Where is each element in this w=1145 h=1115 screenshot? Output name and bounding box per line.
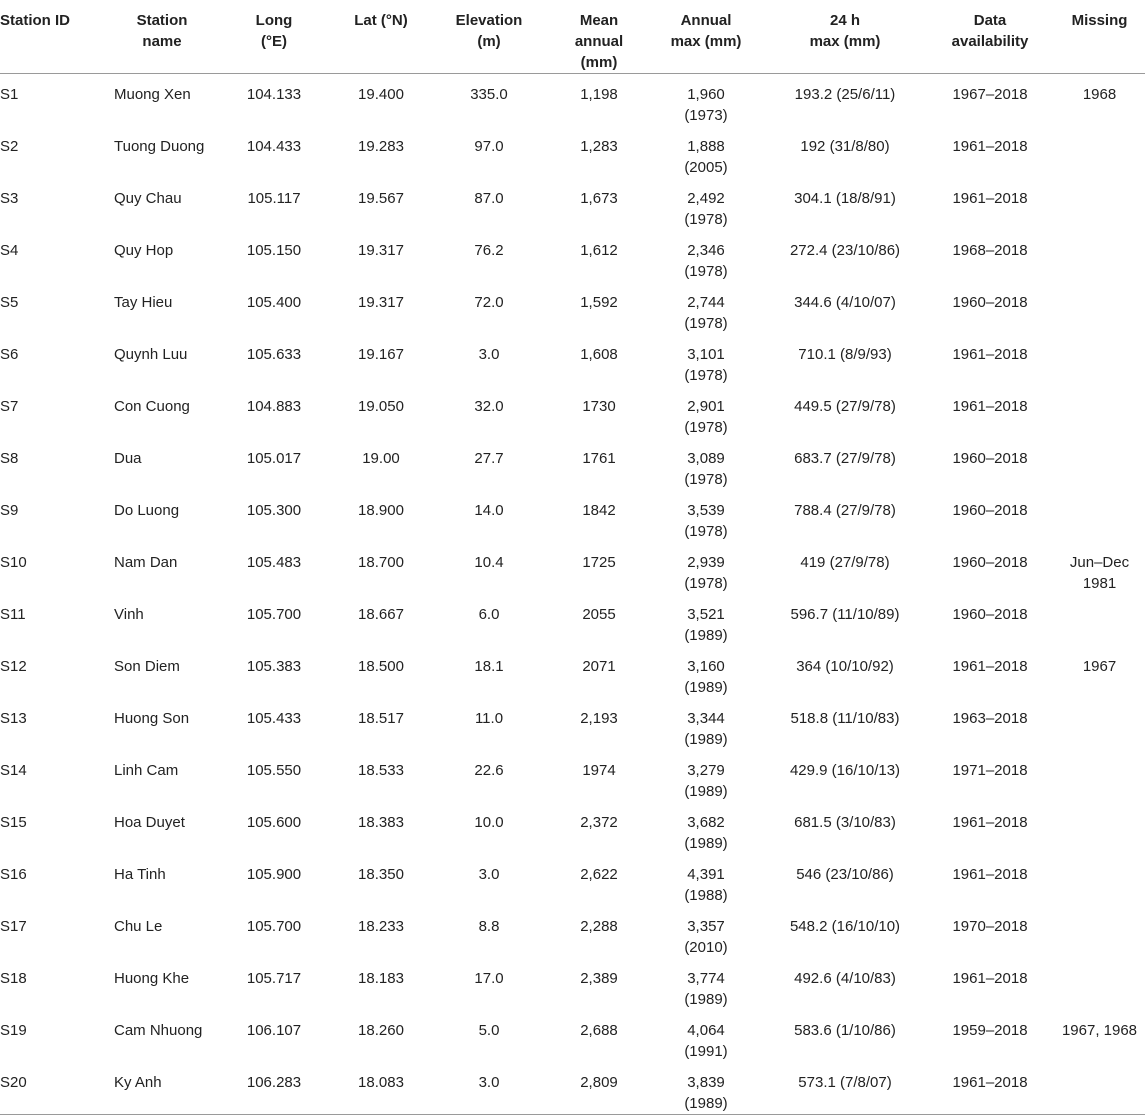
table-row	[0, 542, 1145, 594]
cell-annual-max	[648, 490, 764, 542]
cell-station-name: Vinh	[114, 606, 144, 623]
cell-24h-max: 192 (31/8/80)	[800, 138, 890, 155]
header-lat: Lat (°N)	[354, 12, 408, 29]
cell-station-name: Dua	[114, 450, 142, 467]
cell-24h-max: 518.8 (11/10/83)	[790, 710, 900, 727]
header-long	[214, 0, 334, 74]
cell-long: 105.550	[246, 762, 302, 779]
cell-missing	[1054, 646, 1145, 698]
cell-annual-max	[648, 438, 764, 490]
cell-missing	[1054, 906, 1145, 958]
cell-long: 104.883	[246, 398, 302, 415]
cell-station-id: S19	[0, 1022, 27, 1039]
cell-station-name: Nam Dan	[114, 554, 178, 571]
cell-long: 105.700	[246, 918, 302, 935]
cell-station-name: Son Diem	[114, 658, 180, 675]
cell-station-id: S15	[0, 814, 27, 831]
cell-missing-line1: 1968	[1082, 86, 1117, 103]
cell-station-name: Quy Chau	[114, 190, 182, 207]
cell-annual-max-line2: (1991)	[684, 1043, 728, 1060]
header-station-name-line1: Station	[136, 12, 188, 29]
cell-mean-annual: 2,688	[580, 1022, 618, 1039]
cell-mean-annual: 1,673	[580, 190, 618, 207]
cell-lat: 19.050	[358, 398, 404, 415]
header-long-line2: (°E)	[261, 33, 287, 50]
cell-mean-annual: 2,193	[580, 710, 618, 727]
cell-mean-annual: 1,283	[580, 138, 618, 155]
cell-missing	[1054, 542, 1145, 594]
cell-lat: 18.500	[358, 658, 404, 675]
cell-station-name: Huong Khe	[114, 970, 190, 987]
cell-data-availability: 1961–2018	[952, 138, 1028, 155]
header-24h-line1: 24 h	[829, 12, 860, 29]
cell-long: 105.400	[246, 294, 302, 311]
cell-lat: 18.183	[358, 970, 404, 987]
cell-annual-max	[648, 334, 764, 386]
cell-station-id: S4	[0, 242, 19, 259]
cell-annual-max-line2: (1989)	[684, 679, 728, 696]
cell-elevation: 5.0	[478, 1022, 500, 1039]
cell-missing	[1054, 802, 1145, 854]
cell-annual-max	[648, 230, 764, 282]
cell-annual-max-line2: (1978)	[684, 367, 728, 384]
cell-elevation: 335.0	[470, 86, 508, 103]
cell-data-availability: 1960–2018	[952, 502, 1028, 519]
cell-annual-max-line2: (2005)	[684, 159, 728, 176]
cell-station-id: S5	[0, 294, 19, 311]
cell-lat: 18.533	[358, 762, 404, 779]
cell-missing	[1054, 750, 1145, 802]
cell-station-name: Chu Le	[114, 918, 163, 935]
cell-mean-annual: 1730	[582, 398, 616, 415]
cell-24h-max: 573.1 (7/8/07)	[798, 1074, 892, 1091]
cell-mean-annual: 1842	[582, 502, 616, 519]
cell-24h-max: 193.2 (25/6/11)	[794, 86, 896, 103]
cell-lat: 18.233	[358, 918, 404, 935]
cell-station-name: Ha Tinh	[114, 866, 166, 883]
cell-mean-annual: 1,592	[580, 294, 618, 311]
cell-missing-line1: 1967, 1968	[1061, 1022, 1138, 1039]
cell-long: 105.433	[246, 710, 302, 727]
cell-missing-line1: 1967	[1082, 658, 1117, 675]
cell-annual-max-line1: 3,682	[687, 814, 725, 831]
cell-long: 105.017	[246, 450, 302, 467]
cell-lat: 19.167	[358, 346, 404, 363]
header-mean-annual	[550, 0, 648, 74]
cell-station-id: S3	[0, 190, 19, 207]
cell-station-id: S6	[0, 346, 19, 363]
header-station-name	[110, 0, 214, 74]
cell-data-availability: 1961–2018	[952, 346, 1028, 363]
cell-annual-max-line1: 3,160	[687, 658, 725, 675]
table-row	[0, 230, 1145, 282]
header-elevation-line1: Elevation	[455, 12, 523, 29]
cell-24h-max: 788.4 (27/9/78)	[794, 502, 896, 519]
cell-annual-max-line2: (1973)	[684, 107, 728, 124]
cell-missing-line1: Jun–Dec	[1069, 554, 1130, 571]
cell-lat: 19.283	[358, 138, 404, 155]
cell-annual-max	[648, 594, 764, 646]
cell-long: 105.633	[246, 346, 302, 363]
cell-long: 105.483	[246, 554, 302, 571]
cell-annual-max-line1: 3,839	[687, 1074, 725, 1091]
table-row	[0, 386, 1145, 438]
cell-elevation: 3.0	[478, 866, 500, 883]
cell-missing	[1054, 958, 1145, 1010]
cell-station-id: S14	[0, 762, 27, 779]
cell-annual-max-line1: 2,492	[687, 190, 725, 207]
cell-elevation: 76.2	[474, 242, 504, 259]
cell-mean-annual: 1,198	[580, 86, 618, 103]
cell-data-availability: 1960–2018	[952, 450, 1028, 467]
table-row	[0, 698, 1145, 750]
table-row	[0, 490, 1145, 542]
cell-annual-max-line1: 3,539	[687, 502, 725, 519]
cell-missing	[1054, 334, 1145, 386]
cell-mean-annual: 2071	[582, 658, 616, 675]
table-row	[0, 282, 1145, 334]
cell-annual-max-line2: (1988)	[684, 887, 728, 904]
cell-elevation: 6.0	[478, 606, 500, 623]
table-row	[0, 1062, 1145, 1115]
cell-annual-max-line2: (2010)	[684, 939, 728, 956]
table-row	[0, 646, 1145, 698]
cell-elevation: 10.4	[474, 554, 504, 571]
cell-lat: 18.350	[358, 866, 404, 883]
cell-lat: 18.260	[358, 1022, 404, 1039]
cell-annual-max-line1: 3,357	[687, 918, 725, 935]
cell-station-name: Cam Nhuong	[114, 1022, 203, 1039]
cell-station-id: S17	[0, 918, 27, 935]
cell-missing	[1054, 594, 1145, 646]
cell-long: 105.117	[247, 190, 301, 207]
cell-annual-max	[648, 386, 764, 438]
cell-annual-max	[648, 1062, 764, 1115]
cell-24h-max: 548.2 (16/10/10)	[789, 918, 901, 935]
cell-missing	[1054, 698, 1145, 750]
cell-data-availability: 1967–2018	[952, 86, 1028, 103]
cell-elevation: 8.8	[478, 918, 500, 935]
cell-missing-line2: 1981	[1082, 575, 1117, 592]
table-row	[0, 802, 1145, 854]
cell-annual-max	[648, 802, 764, 854]
cell-data-availability: 1960–2018	[952, 554, 1028, 571]
cell-annual-max-line2: (1989)	[684, 731, 728, 748]
cell-annual-max-line1: 4,064	[687, 1022, 725, 1039]
cell-24h-max: 272.4 (23/10/86)	[789, 242, 901, 259]
cell-long: 104.433	[246, 138, 302, 155]
cell-station-id: S8	[0, 450, 19, 467]
cell-data-availability: 1961–2018	[952, 658, 1028, 675]
cell-24h-max: 546 (23/10/86)	[796, 866, 894, 883]
cell-station-name: Quynh Luu	[114, 346, 188, 363]
header-elevation-line2: (m)	[477, 33, 501, 50]
cell-mean-annual: 2,288	[580, 918, 618, 935]
cell-annual-max-line2: (1978)	[684, 211, 728, 228]
cell-24h-max: 419 (27/9/78)	[800, 554, 890, 571]
cell-annual-max	[648, 750, 764, 802]
cell-annual-max	[648, 646, 764, 698]
header-station-name-line2: name	[142, 33, 182, 50]
cell-long: 105.150	[246, 242, 302, 259]
cell-elevation: 17.0	[474, 970, 504, 987]
table-row	[0, 906, 1145, 958]
cell-lat: 18.383	[358, 814, 404, 831]
cell-annual-max	[648, 854, 764, 906]
cell-station-name: Quy Hop	[114, 242, 174, 259]
cell-lat: 19.317	[358, 242, 404, 259]
cell-data-availability: 1961–2018	[952, 398, 1028, 415]
cell-station-id: S1	[0, 86, 19, 103]
cell-annual-max-line1: 3,774	[687, 970, 725, 987]
cell-24h-max: 364 (10/10/92)	[796, 658, 894, 675]
cell-24h-max: 449.5 (27/9/78)	[794, 398, 896, 415]
cell-elevation: 3.0	[478, 1074, 500, 1091]
cell-elevation: 97.0	[474, 138, 504, 155]
cell-data-availability: 1970–2018	[952, 918, 1028, 935]
cell-elevation: 10.0	[474, 814, 504, 831]
cell-lat: 18.517	[358, 710, 404, 727]
cell-station-name: Con Cuong	[114, 398, 190, 415]
table-row	[0, 750, 1145, 802]
cell-lat: 19.400	[358, 86, 404, 103]
cell-annual-max-line2: (1989)	[684, 1095, 728, 1112]
cell-elevation: 18.1	[474, 658, 504, 675]
cell-long: 106.107	[246, 1022, 302, 1039]
cell-station-id: S16	[0, 866, 27, 883]
cell-mean-annual: 2,389	[580, 970, 618, 987]
cell-station-id: S13	[0, 710, 27, 727]
cell-annual-max	[648, 698, 764, 750]
cell-lat: 19.00	[362, 450, 400, 467]
cell-station-id: S7	[0, 398, 19, 415]
header-elevation	[428, 0, 550, 74]
cell-data-availability: 1963–2018	[952, 710, 1028, 727]
cell-long: 105.300	[246, 502, 302, 519]
cell-station-id: S20	[0, 1074, 27, 1091]
cell-24h-max: 344.6 (4/10/07)	[794, 294, 896, 311]
cell-annual-max-line1: 2,744	[687, 294, 725, 311]
cell-annual-max	[648, 906, 764, 958]
header-long-line1: Long	[255, 12, 293, 29]
cell-annual-max-line2: (1978)	[684, 315, 728, 332]
cell-missing	[1054, 178, 1145, 230]
cell-data-availability: 1961–2018	[952, 866, 1028, 883]
header-missing: Missing	[1071, 12, 1128, 29]
cell-data-availability: 1959–2018	[952, 1022, 1028, 1039]
header-24h-line2: max (mm)	[809, 33, 881, 50]
cell-mean-annual: 1725	[582, 554, 616, 571]
cell-missing	[1054, 1010, 1145, 1062]
cell-annual-max-line2: (1978)	[684, 575, 728, 592]
cell-long: 106.283	[246, 1074, 302, 1091]
cell-mean-annual: 2,372	[580, 814, 618, 831]
cell-data-availability: 1968–2018	[952, 242, 1028, 259]
cell-elevation: 72.0	[474, 294, 504, 311]
cell-annual-max-line2: (1978)	[684, 471, 728, 488]
cell-annual-max	[648, 178, 764, 230]
cell-station-name: Ky Anh	[114, 1074, 162, 1091]
cell-elevation: 14.0	[474, 502, 504, 519]
header-data-availability	[926, 0, 1054, 74]
cell-24h-max: 710.1 (8/9/93)	[798, 346, 892, 363]
header-avail-line1: Data	[973, 12, 1007, 29]
table-row	[0, 74, 1145, 127]
cell-annual-max-line1: 3,101	[687, 346, 725, 363]
cell-long: 105.900	[246, 866, 302, 883]
table-row	[0, 1010, 1145, 1062]
table-body	[0, 74, 1145, 1115]
header-amax-line2: max (mm)	[670, 33, 742, 50]
table-row	[0, 178, 1145, 230]
cell-annual-max-line1: 2,346	[687, 242, 725, 259]
cell-annual-max-line1: 2,939	[687, 554, 725, 571]
cell-mean-annual: 2,809	[580, 1074, 618, 1091]
cell-station-name: Hoa Duyet	[114, 814, 185, 831]
cell-station-id: S2	[0, 138, 19, 155]
cell-mean-annual: 1,612	[580, 242, 618, 259]
cell-missing	[1054, 126, 1145, 178]
cell-24h-max: 304.1 (18/8/91)	[794, 190, 896, 207]
cell-station-name: Muong Xen	[114, 86, 191, 103]
cell-lat: 18.667	[358, 606, 404, 623]
cell-annual-max	[648, 1010, 764, 1062]
cell-missing	[1054, 490, 1145, 542]
cell-annual-max-line2: (1989)	[684, 783, 728, 800]
cell-station-name: Do Luong	[114, 502, 180, 519]
header-avail-line2: availability	[951, 33, 1029, 50]
cell-lat: 19.567	[358, 190, 404, 207]
cell-annual-max-line1: 4,391	[687, 866, 725, 883]
cell-data-availability: 1960–2018	[952, 294, 1028, 311]
table-row	[0, 854, 1145, 906]
header-mean-line3: (mm)	[580, 54, 618, 71]
cell-elevation: 3.0	[478, 346, 500, 363]
cell-annual-max-line1: 3,279	[687, 762, 725, 779]
cell-mean-annual: 1974	[582, 762, 616, 779]
cell-data-availability: 1960–2018	[952, 606, 1028, 623]
cell-annual-max	[648, 542, 764, 594]
cell-station-id: S9	[0, 502, 19, 519]
cell-lat: 19.317	[358, 294, 404, 311]
cell-station-id: S18	[0, 970, 27, 987]
cell-24h-max: 429.9 (16/10/13)	[789, 762, 901, 779]
cell-elevation: 27.7	[474, 450, 504, 467]
cell-annual-max-line1: 3,089	[687, 450, 725, 467]
cell-missing	[1054, 438, 1145, 490]
cell-station-id: S12	[0, 658, 27, 675]
cell-data-availability: 1971–2018	[952, 762, 1028, 779]
cell-lat: 18.083	[358, 1074, 404, 1091]
header-mean-line1: Mean	[579, 12, 619, 29]
header-24h-max	[764, 0, 926, 74]
cell-annual-max-line2: (1978)	[684, 419, 728, 436]
cell-annual-max-line2: (1989)	[684, 991, 728, 1008]
cell-annual-max-line1: 2,901	[687, 398, 725, 415]
cell-station-id: S11	[0, 606, 26, 623]
cell-missing	[1054, 230, 1145, 282]
cell-missing	[1054, 1062, 1145, 1115]
cell-24h-max: 681.5 (3/10/83)	[794, 814, 896, 831]
table-row	[0, 126, 1145, 178]
cell-lat: 18.700	[358, 554, 404, 571]
cell-long: 105.700	[246, 606, 302, 623]
cell-long: 105.383	[246, 658, 302, 675]
header-row	[0, 0, 1145, 74]
cell-24h-max: 583.6 (1/10/86)	[794, 1022, 896, 1039]
cell-24h-max: 596.7 (11/10/89)	[790, 606, 900, 623]
cell-24h-max: 492.6 (4/10/83)	[794, 970, 896, 987]
cell-mean-annual: 2055	[582, 606, 616, 623]
cell-missing	[1054, 854, 1145, 906]
header-station-id: Station ID	[0, 12, 70, 29]
cell-elevation: 87.0	[474, 190, 504, 207]
cell-annual-max	[648, 282, 764, 334]
cell-elevation: 11.0	[474, 710, 504, 727]
cell-elevation: 22.6	[474, 762, 504, 779]
header-amax-line1: Annual	[680, 12, 732, 29]
table-row	[0, 334, 1145, 386]
cell-annual-max-line2: (1989)	[684, 627, 728, 644]
header-annual-max	[648, 0, 764, 74]
cell-mean-annual: 2,622	[580, 866, 618, 883]
cell-mean-annual: 1761	[582, 450, 616, 467]
cell-station-name: Huong Son	[114, 710, 190, 727]
cell-annual-max-line1: 3,344	[687, 710, 725, 727]
cell-annual-max	[648, 958, 764, 1010]
cell-missing	[1054, 282, 1145, 334]
cell-station-name: Tay Hieu	[114, 294, 173, 311]
cell-annual-max	[648, 126, 764, 178]
table-row	[0, 594, 1145, 646]
cell-annual-max-line1: 1,960	[687, 86, 725, 103]
cell-data-availability: 1961–2018	[952, 1074, 1028, 1091]
cell-long: 104.133	[246, 86, 302, 103]
cell-annual-max-line2: (1978)	[684, 263, 728, 280]
table-header	[0, 0, 1145, 74]
cell-elevation: 32.0	[474, 398, 504, 415]
cell-station-name: Linh Cam	[114, 762, 179, 779]
cell-annual-max	[648, 74, 764, 127]
header-mean-line2: annual	[574, 33, 624, 50]
cell-data-availability: 1961–2018	[952, 814, 1028, 831]
table-row	[0, 438, 1145, 490]
cell-station-name: Tuong Duong	[114, 138, 205, 155]
cell-annual-max-line1: 3,521	[687, 606, 725, 623]
cell-24h-max: 683.7 (27/9/78)	[794, 450, 896, 467]
cell-missing	[1054, 386, 1145, 438]
cell-annual-max-line2: (1989)	[684, 835, 728, 852]
cell-long: 105.717	[246, 970, 302, 987]
cell-data-availability: 1961–2018	[952, 190, 1028, 207]
cell-missing	[1054, 74, 1145, 127]
cell-long: 105.600	[246, 814, 302, 831]
cell-station-id: S10	[0, 554, 27, 571]
cell-annual-max-line2: (1978)	[684, 523, 728, 540]
cell-lat: 18.900	[358, 502, 404, 519]
cell-data-availability: 1961–2018	[952, 970, 1028, 987]
table-row	[0, 958, 1145, 1010]
cell-annual-max-line1: 1,888	[687, 138, 725, 155]
cell-mean-annual: 1,608	[580, 346, 618, 363]
